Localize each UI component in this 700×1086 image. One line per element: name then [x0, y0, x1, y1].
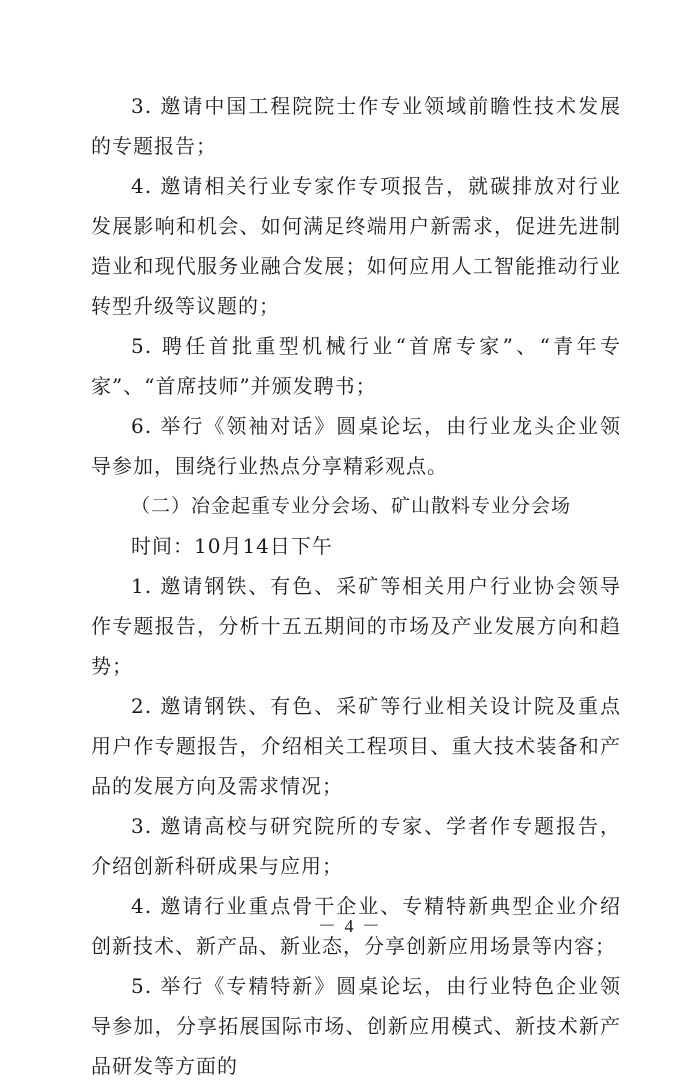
paragraph-item-2-design-institute-report: 2. 邀请钢铁、有色、采矿等行业相关设计院及重点用户作专题报告，介绍相关工程项目、重大技术装备和产品的发展方向及需求情况；: [91, 694, 621, 798]
paragraph-item-5-expert-appointment: 5. 聘任首批重型机械行业“首席专家”、“青年专家”、“首席技师”并颁发聘书；: [91, 334, 621, 398]
paragraph-item-3-academician-report: 3. 邀请中国工程院院士作专业领域前瞻性技术发展的专题报告；: [91, 94, 621, 158]
paragraph-item-5-specialized-forum: 5. 举行《专精特新》圆桌论坛，由行业特色企业领导参加，分享拓展国际市场、创新应用模式、新技术新产品研发等方面的: [91, 974, 621, 1078]
paragraph-item-4-expert-report: 4. 邀请相关行业专家作专项报告，就碳排放对行业发展影响和机会、如何满足终端用户新需求，促进先进制造业和现代服务业融合发展；如何应用人工智能推动行业转型升级等议题的；: [91, 174, 621, 318]
section-heading-two: （二）冶金起重专业分会场、矿山散料专业分会场: [131, 495, 572, 517]
paragraph-item-4-enterprise-introduction: 4. 邀请行业重点骨干企业、专精特新典型企业介绍创新技术、新产品、新业态，分享创新应用场景等内容；: [91, 894, 621, 958]
paragraph-item-1-association-report: 1. 邀请钢铁、有色、采矿等相关用户行业协会领导作专题报告，分析十五五期间的市场及产业发展方向和趋势；: [91, 574, 621, 678]
page-number: － 4 －: [318, 916, 382, 936]
session-time: 时间：10月14日下午: [131, 534, 333, 558]
paragraph-item-3-university-report: 3. 邀请高校与研究院所的专家、学者作专题报告，介绍创新科研成果与应用；: [91, 814, 621, 878]
paragraph-item-6-leaders-dialogue: 6. 举行《领袖对话》圆桌论坛，由行业龙头企业领导参加，围绕行业热点分享精彩观点。: [91, 414, 621, 478]
